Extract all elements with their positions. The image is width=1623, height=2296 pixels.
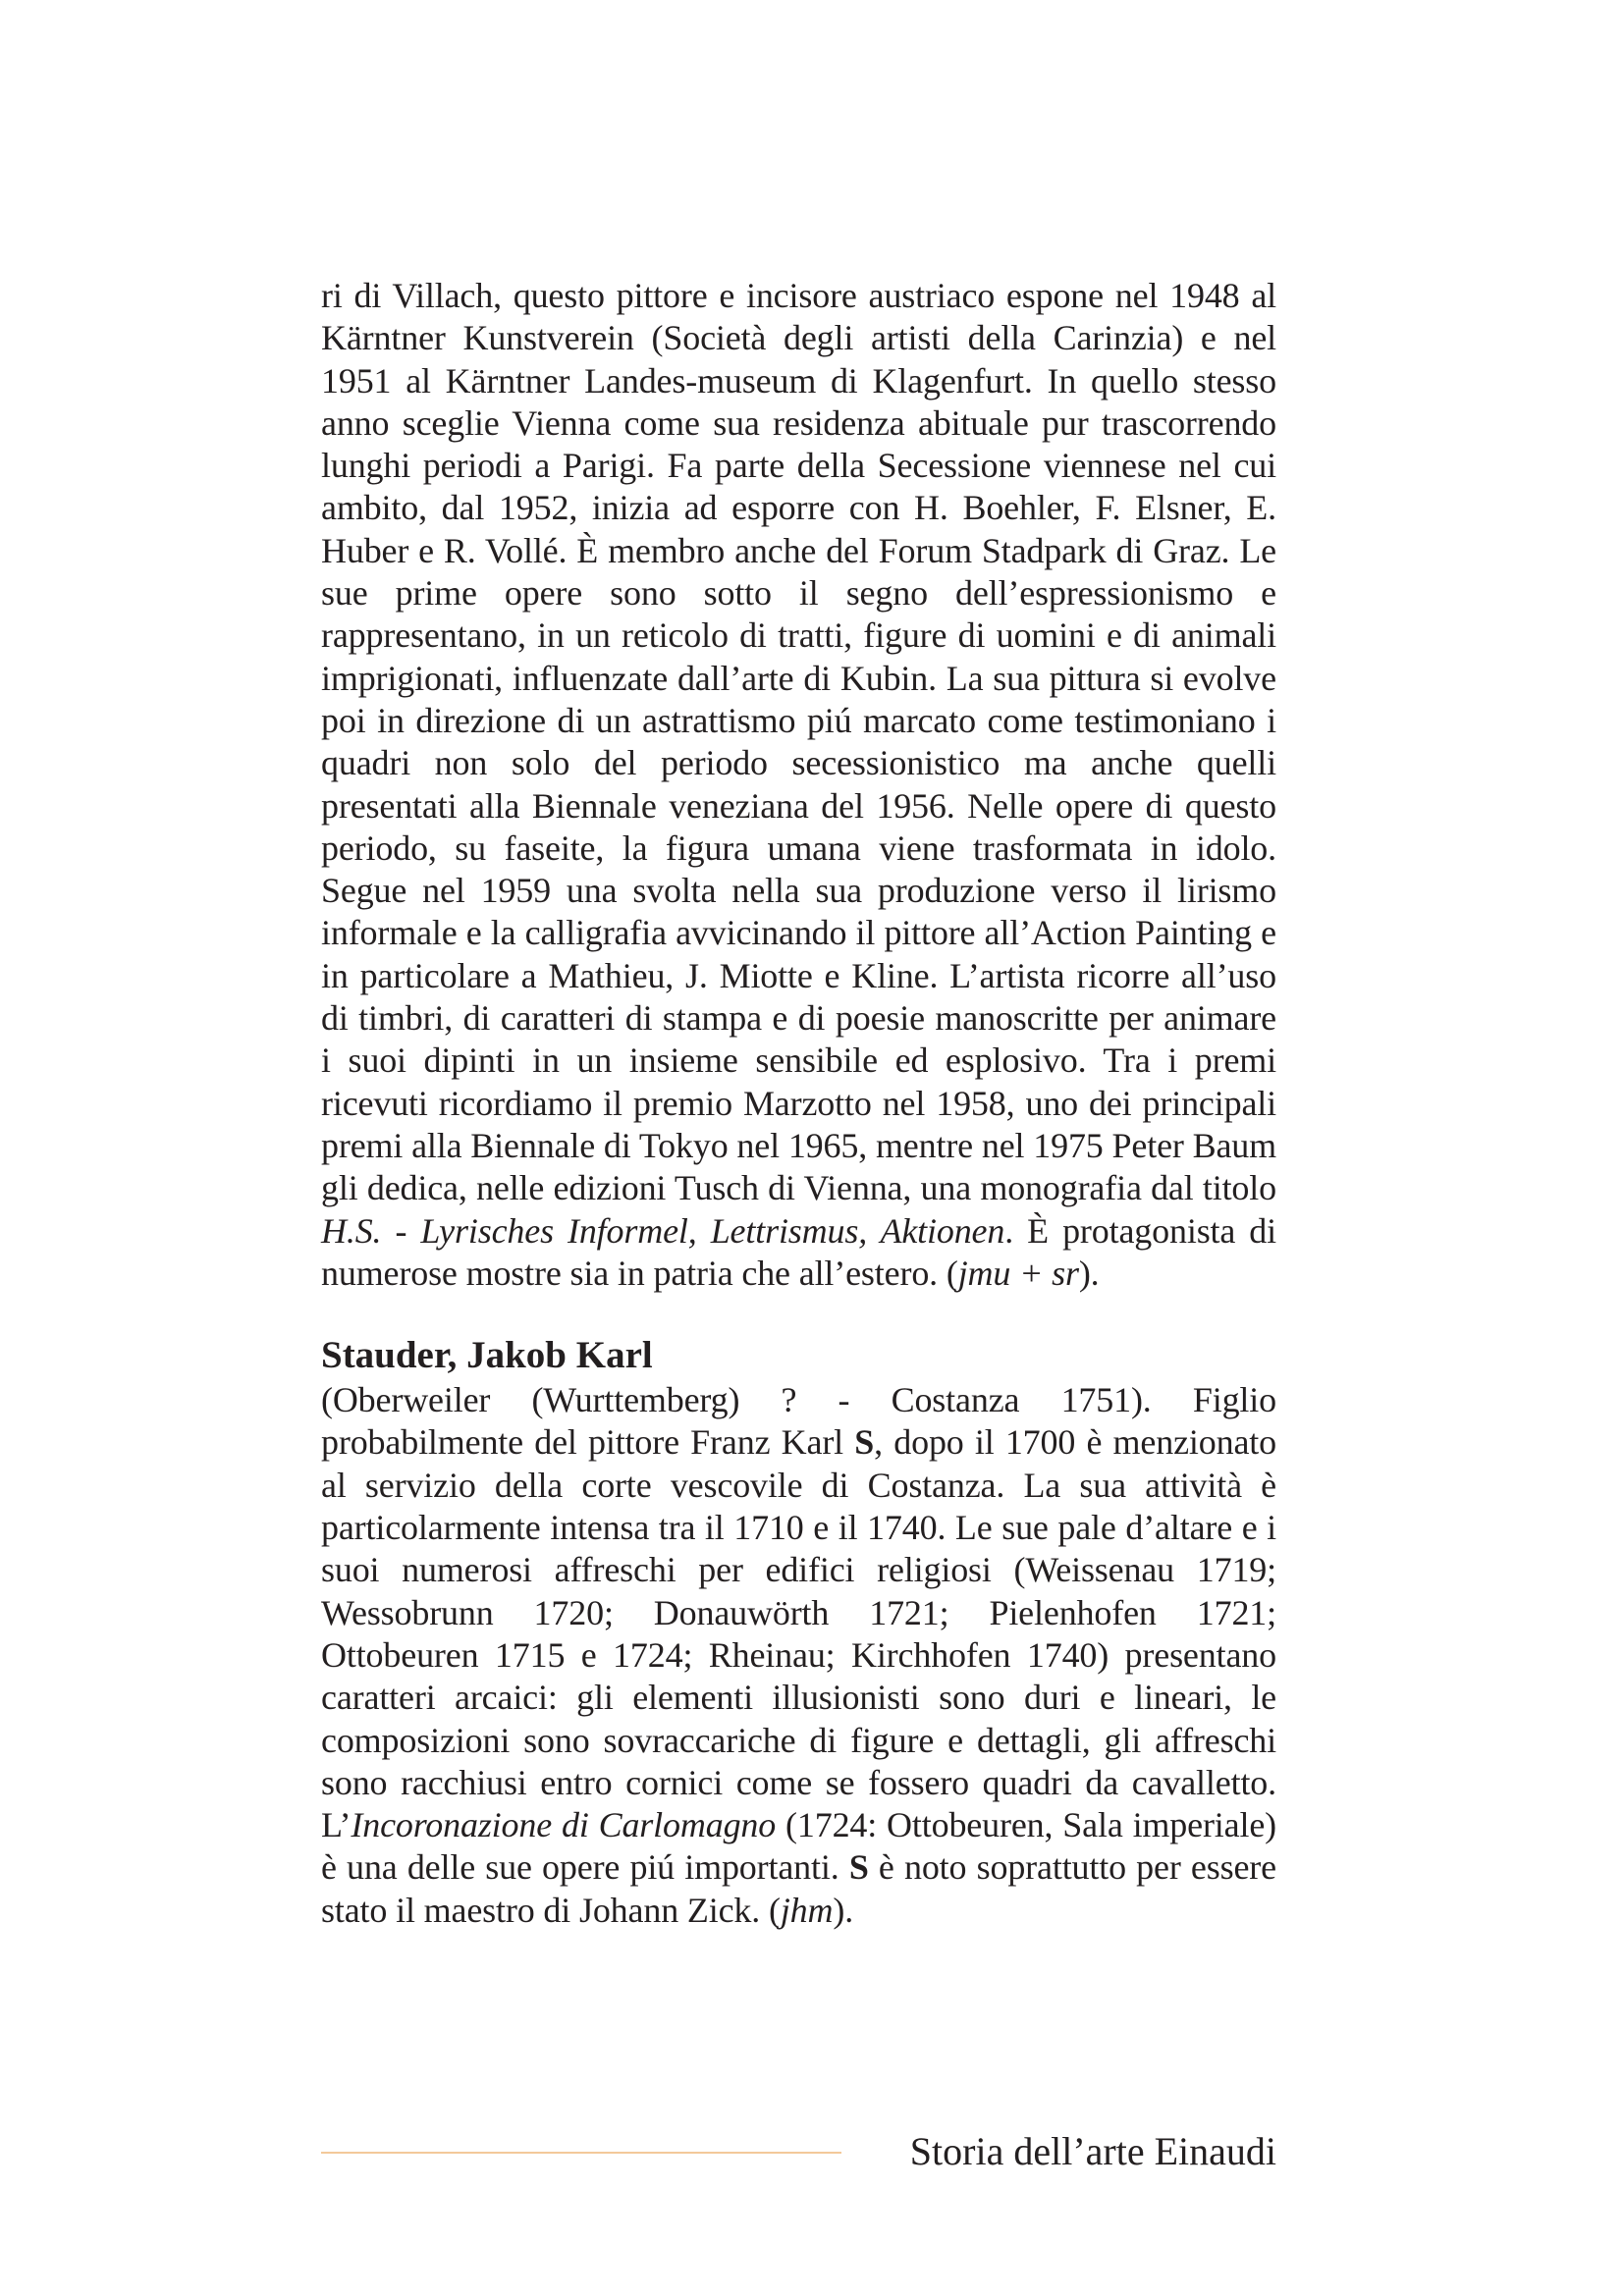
entry-body-paragraph xyxy=(321,1379,1276,1932)
continued-entry-end: ). xyxy=(1078,1253,1100,1293)
monograph-title: H.S. - Lyrisches Informel, Lettrismus, Aktionen xyxy=(321,1210,1005,1251)
entry-body-text-3: (1724: Ottobeuren, Sala imperiale) è una delle sue opere piú importanti. xyxy=(321,1805,1276,1888)
author-initials: jhm xyxy=(780,1890,834,1930)
continued-entry-paragraph xyxy=(321,275,1276,1295)
author-initials: jmu + sr xyxy=(957,1253,1079,1293)
text-column xyxy=(321,275,1276,1932)
entry-initial: S xyxy=(854,1422,875,1463)
entry-title: Stauder, Jakob Karl xyxy=(321,1334,653,1377)
entry-body-text-2: , dopo il 1700 è menzionato al servizio della corte vescovile di Costanza. La sua attività è particolarmente intensa tra il 1710 e il 1740. Le sue pale d’altare e i suoi numerosi affreschi per edifici religiosi (Weissenau 1719; Wessobrunn 1720; Donauwörth 1721; Pielenhofen 1721; Ottobeuren 1715 e 1724; Rheinau; Kirchhofen 1740) presentano caratteri arcaici: gli elementi illusionisti sono duri e lineari, le composizioni sono sovraccariche di figure e dettagli, gli affreschi sono racchiusi entro cornici come se fossero quadri da cavalletto. L’ xyxy=(321,1422,1276,1845)
work-title: Incoronazione di Carlomagno xyxy=(351,1805,777,1845)
entry-initial: S xyxy=(848,1847,869,1888)
entry-body-text-4: è noto soprattutto per essere stato il maestro di Johann Zick. ( xyxy=(321,1847,1276,1930)
page-footer xyxy=(321,2128,1276,2177)
footer-rule xyxy=(321,2152,841,2154)
continued-entry-text-1: ri di Villach, questo pittore e incisore austriaco espone nel 1948 al Kärntner Kunstverein (Società degli artisti della Carinzia) e nel 1951 al Kärntner Landes-museum di Klagenfurt. In quello stesso anno sceglie Vienna come sua residenza abituale pur trascorrendo lunghi periodi a Parigi. Fa parte della Secessione viennese nel cui ambito, dal 1952, inizia ad esporre con H. Boehler, F. Elsner, E. Huber e R. Vollé. È membro anche del Forum Stadpark di Graz. Le sue prime opere sono sotto il segno dell’espressionismo e rappresentano, in un reticolo di tratti, figure di uomini e di animali imprigionati, influenzate dall’arte di Kubin. La sua pittura si evolve poi in direzione di un astrattismo piú marcato come testimoniano i quadri non solo del periodo secessionistico ma anche quelli presentati alla Biennale veneziana del 1956. Nelle opere di questo periodo, su faseite, la figura umana viene trasformata in idolo. Segue nel 1959 una svolta nella sua produzione verso il lirismo informale e la calligrafia avvicinando il pittore all’Action Painting e in particolare a Mathieu, J. Miotte e Kline. L’artista ricorre all’uso di timbri, di caratteri di stampa e di poesie manoscritte per animare i suoi dipinti in un insieme sensibile ed esplosivo. Tra i premi ricevuti ricordiamo il premio Marzotto nel 1958, uno dei principali premi alla Biennale di Tokyo nel 1965, mentre nel 1975 Peter Baum gli dedica, nelle edizioni Tusch di Vienna, una monografia dal titolo xyxy=(321,276,1276,1208)
footer-publication-title: Storia dell’arte Einaudi xyxy=(909,2129,1276,2173)
entry-body-text-1: (Oberweiler (Wurttemberg) ? - Costanza 1751). Figlio probabilmente del pittore Franz Karl xyxy=(321,1380,1276,1463)
continued-entry-text-2: . È protagonista di numerose mostre sia in patria che all’estero. ( xyxy=(321,1210,1276,1293)
entry-body-end: ). xyxy=(833,1890,854,1930)
